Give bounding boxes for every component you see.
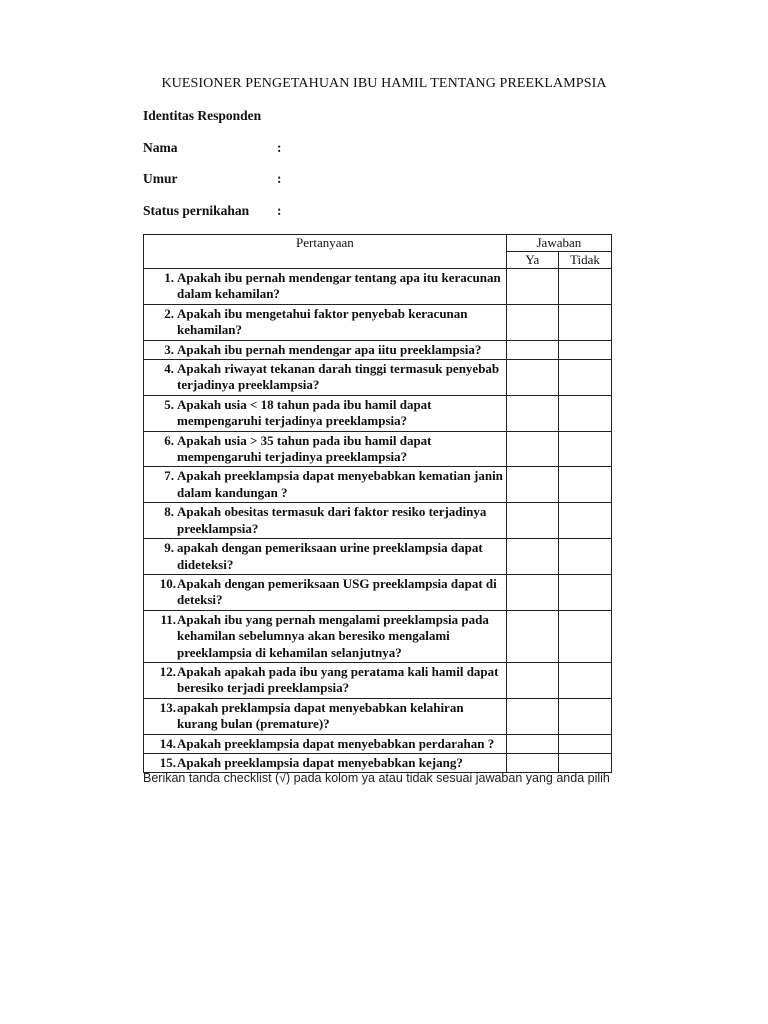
answer-yes-cell[interactable] bbox=[506, 662, 558, 698]
question-cell bbox=[144, 698, 507, 734]
field-colon-nama: : bbox=[277, 140, 282, 155]
header-no: Tidak bbox=[558, 252, 611, 269]
header-question: Pertanyaan bbox=[144, 235, 507, 269]
section-title: Identitas Responden bbox=[143, 108, 262, 123]
question-text: apakah dengan pemeriksaan urine preeklampsia dapat dideteksi? bbox=[177, 540, 483, 572]
question-number: 9. bbox=[164, 540, 174, 556]
question-text: Apakah ibu yang pernah mengalami preeklampsia pada kehamilan sebelumnya akan beresiko mengalami preeklampsia di kehamilan selanjutnya? bbox=[177, 611, 489, 660]
question-number: 1. bbox=[164, 270, 174, 285]
question-row bbox=[144, 360, 612, 396]
answer-yes-cell[interactable] bbox=[506, 539, 558, 575]
question-text: Apakah obesitas termasuk dari faktor resiko terjadinya preeklampsia? bbox=[177, 504, 487, 536]
question-text: Apakah preeklampsia dapat menyebabkan kematian janin dalam kandungan ? bbox=[177, 468, 503, 500]
question-cell bbox=[144, 574, 507, 610]
question-row bbox=[144, 539, 612, 575]
answer-yes-cell[interactable] bbox=[506, 467, 558, 503]
answer-no-cell[interactable] bbox=[558, 304, 611, 340]
question-row bbox=[144, 753, 612, 772]
question-number: 8. bbox=[164, 504, 174, 520]
answer-no-cell[interactable] bbox=[558, 340, 611, 359]
answer-no-cell[interactable] bbox=[558, 698, 611, 734]
answer-yes-cell[interactable] bbox=[506, 574, 558, 610]
answer-no-cell[interactable] bbox=[558, 360, 611, 396]
answer-yes-cell[interactable] bbox=[506, 734, 558, 753]
question-number: 2. bbox=[164, 305, 174, 321]
question-row bbox=[144, 734, 612, 753]
answer-no-cell[interactable] bbox=[558, 539, 611, 575]
question-cell bbox=[144, 269, 507, 305]
answer-no-cell[interactable] bbox=[558, 503, 611, 539]
question-text: Apakah usia > 35 tahun pada ibu hamil dapat mempengaruhi terjadinya preeklampsia? bbox=[177, 432, 432, 465]
question-number: 11. bbox=[160, 611, 176, 627]
answer-no-cell[interactable] bbox=[558, 734, 611, 753]
answer-yes-cell[interactable] bbox=[506, 360, 558, 396]
answer-yes-cell[interactable] bbox=[506, 431, 558, 467]
answer-no-cell[interactable] bbox=[558, 467, 611, 503]
answer-no-cell[interactable] bbox=[558, 431, 611, 467]
field-label-umur: Umur bbox=[143, 171, 178, 186]
question-cell bbox=[144, 340, 507, 359]
question-text: Apakah ibu pernah mendengar apa iitu preeklampsia? bbox=[177, 341, 482, 357]
question-number: 10. bbox=[159, 575, 176, 591]
answer-no-cell[interactable] bbox=[558, 395, 611, 431]
answer-yes-cell[interactable] bbox=[506, 610, 558, 662]
question-number: 15. bbox=[159, 754, 176, 770]
question-row bbox=[144, 467, 612, 503]
question-text: Apakah apakah pada ibu yang peratama kali hamil dapat beresiko terjadi preeklampsia? bbox=[177, 663, 499, 696]
question-number: 7. bbox=[164, 468, 174, 484]
question-text: Apakah ibu mengetahui faktor penyebab keracunan kehamilan? bbox=[177, 305, 468, 338]
question-cell bbox=[144, 610, 507, 662]
answer-yes-cell[interactable] bbox=[506, 395, 558, 431]
question-text: Apakah ibu pernah mendengar tentang apa itu keracunan dalam kehamilan? bbox=[177, 270, 501, 302]
question-cell bbox=[144, 734, 507, 753]
document-title: KUESIONER PENGETAHUAN IBU HAMIL TENTANG PREEKLAMPSIA bbox=[161, 76, 607, 91]
question-row bbox=[144, 269, 612, 305]
question-number: 6. bbox=[164, 432, 174, 448]
question-number: 4. bbox=[164, 361, 174, 377]
question-cell bbox=[144, 753, 507, 772]
field-colon-status-pernikahan: : bbox=[277, 203, 282, 218]
answer-yes-cell[interactable] bbox=[506, 340, 558, 359]
question-text: Apakah usia < 18 tahun pada ibu hamil dapat mempengaruhi terjadinya preeklampsia? bbox=[177, 396, 432, 429]
question-row bbox=[144, 574, 612, 610]
question-text: Apakah preeklampsia dapat menyebabkan perdarahan ? bbox=[177, 735, 495, 751]
question-cell bbox=[144, 304, 507, 340]
question-cell bbox=[144, 360, 507, 396]
question-cell bbox=[144, 395, 507, 431]
question-cell bbox=[144, 662, 507, 698]
field-label-status-pernikahan: Status pernikahan bbox=[143, 203, 250, 218]
answer-no-cell[interactable] bbox=[558, 574, 611, 610]
question-row bbox=[144, 610, 612, 662]
question-number: 3. bbox=[164, 341, 174, 357]
question-row bbox=[144, 395, 612, 431]
question-row bbox=[144, 431, 612, 467]
question-cell bbox=[144, 503, 507, 539]
question-row bbox=[144, 698, 612, 734]
answer-no-cell[interactable] bbox=[558, 662, 611, 698]
answer-yes-cell[interactable] bbox=[506, 698, 558, 734]
answer-no-cell[interactable] bbox=[558, 753, 611, 772]
question-row bbox=[144, 662, 612, 698]
header-yes: Ya bbox=[506, 252, 558, 269]
question-rows bbox=[144, 269, 612, 773]
question-row bbox=[144, 304, 612, 340]
question-text: Apakah dengan pemeriksaan USG preeklampsia dapat di deteksi? bbox=[177, 575, 497, 608]
question-text: apakah preklampsia dapat menyebabkan kelahiran kurang bulan (premature)? bbox=[177, 699, 464, 732]
answer-yes-cell[interactable] bbox=[506, 269, 558, 305]
question-text: Apakah preeklampsia dapat menyebabkan kejang? bbox=[177, 754, 463, 770]
answer-yes-cell[interactable] bbox=[506, 753, 558, 772]
question-number: 5. bbox=[164, 396, 174, 412]
field-label-nama: Nama bbox=[143, 140, 178, 155]
field-colon-umur: : bbox=[277, 171, 282, 186]
question-number: 12. bbox=[159, 663, 176, 679]
question-number: 14. bbox=[159, 735, 176, 751]
instruction-text: Berikan tanda checklist (√) pada kolom ya atau tidak sesuai jawaban yang anda pilih bbox=[143, 771, 610, 785]
question-cell bbox=[144, 431, 507, 467]
question-number: 13. bbox=[159, 699, 176, 715]
answer-yes-cell[interactable] bbox=[506, 503, 558, 539]
answer-yes-cell[interactable] bbox=[506, 304, 558, 340]
question-text: Apakah riwayat tekanan darah tinggi termasuk penyebab terjadinya preeklampsia? bbox=[177, 361, 500, 393]
question-cell bbox=[144, 467, 507, 503]
question-row bbox=[144, 340, 612, 359]
header-answer: Jawaban bbox=[506, 235, 611, 252]
question-row bbox=[144, 503, 612, 539]
question-table bbox=[143, 234, 612, 773]
question-cell bbox=[144, 539, 507, 575]
answer-no-cell[interactable] bbox=[558, 269, 611, 305]
answer-no-cell[interactable] bbox=[558, 610, 611, 662]
